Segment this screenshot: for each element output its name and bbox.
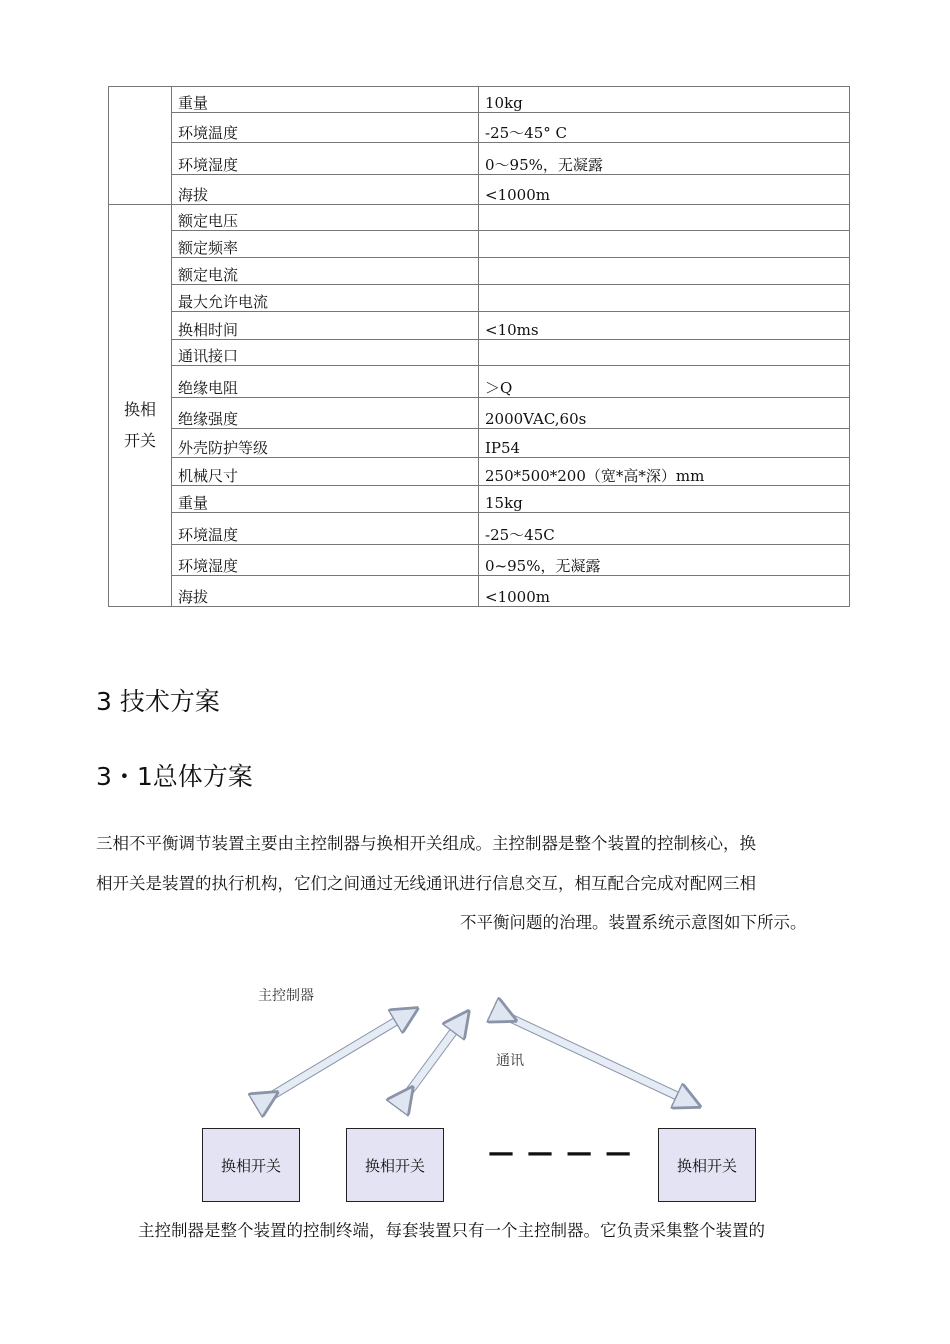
table-row: [109, 258, 850, 285]
section-3-1-heading: 3・1总体方案: [96, 762, 253, 791]
value-cell: [479, 205, 850, 231]
table-row: [109, 175, 850, 205]
table-row: [109, 87, 850, 113]
value-cell: [479, 340, 850, 366]
value-cell: [479, 285, 850, 312]
table-row: [109, 576, 850, 607]
controller-label: 主控制器: [258, 988, 314, 1004]
value-cell: 0~95%，无凝露: [479, 545, 850, 576]
param-cell: 额定电流: [172, 258, 479, 285]
value-cell: [479, 258, 850, 285]
ellipsis-dashes: — — — —: [488, 1138, 634, 1168]
overview-paragraph-line3: 不平衡问题的治理。装置系统示意图如下所示。: [460, 913, 807, 932]
phase-switch-box-3: 换相开关: [658, 1128, 756, 1202]
param-cell: 环境湿度: [172, 143, 479, 175]
final-paragraph: 主控制器是整个装置的控制终端，每套装置只有一个主控制器。它负责采集整个装置的: [138, 1221, 765, 1240]
table-row: [109, 366, 850, 398]
group-label-line1: 换相: [123, 399, 156, 419]
value-cell: <10ms: [479, 312, 850, 340]
value-cell: 10kg: [479, 87, 850, 113]
param-cell: 环境湿度: [172, 545, 479, 576]
value-cell: 0～95%，无凝露: [479, 143, 850, 175]
table-row: [109, 231, 850, 258]
communication-label: 通讯: [496, 1053, 524, 1069]
param-cell: 最大允许电流: [172, 285, 479, 312]
table-row: [109, 429, 850, 458]
table-row: [109, 458, 850, 486]
table-row: [109, 486, 850, 513]
value-cell: IP54: [479, 429, 850, 458]
param-cell: 外壳防护等级: [172, 429, 479, 458]
group-label-line2: 开关: [123, 430, 156, 450]
spec-table: [108, 86, 850, 607]
table-row: [109, 513, 850, 545]
value-cell: -25～45C: [479, 513, 850, 545]
value-cell: [479, 231, 850, 258]
value-cell: 250*500*200（宽*高*深）mm: [479, 458, 850, 486]
value-cell: -25～45° C: [479, 113, 850, 143]
table-row: [109, 312, 850, 340]
value-cell: 2000VAC,60s: [479, 398, 850, 429]
overview-paragraph-line2: 相开关是装置的执行机构，它们之间通过无线通讯进行信息交互，相互配合完成对配网三相: [96, 874, 756, 893]
param-cell: 换相时间: [172, 312, 479, 340]
table-row: [109, 398, 850, 429]
param-cell: 额定频率: [172, 231, 479, 258]
param-cell: 海拔: [172, 175, 479, 205]
table-row: [109, 113, 850, 143]
group-label: [115, 401, 165, 449]
group-cell-phase-switch: [109, 205, 172, 607]
param-cell: 重量: [172, 87, 479, 113]
param-cell: 绝缘强度: [172, 398, 479, 429]
diagram-arrows: [0, 970, 950, 1210]
value-cell: <1000m: [479, 576, 850, 607]
param-cell: 环境温度: [172, 113, 479, 143]
overview-paragraph-line1: 三相不平衡调节装置主要由主控制器与换相开关组成。主控制器是整个装置的控制核心，换: [96, 834, 756, 853]
table-row: [109, 205, 850, 231]
param-cell: 海拔: [172, 576, 479, 607]
table-row: [109, 340, 850, 366]
param-cell: 通讯接口: [172, 340, 479, 366]
phase-switch-box-2: 换相开关: [346, 1128, 444, 1202]
table-row: [109, 143, 850, 175]
param-cell: 重量: [172, 486, 479, 513]
phase-switch-box-1: 换相开关: [202, 1128, 300, 1202]
value-cell: ＞Q: [479, 366, 850, 398]
system-diagram: [0, 970, 950, 1210]
table-row: [109, 545, 850, 576]
param-cell: 额定电压: [172, 205, 479, 231]
param-cell: 机械尺寸: [172, 458, 479, 486]
table-row: [109, 285, 850, 312]
section-3-heading: 3 技术方案: [96, 687, 220, 716]
value-cell: 15kg: [479, 486, 850, 513]
group-cell-empty: [109, 87, 172, 205]
param-cell: 绝缘电阻: [172, 366, 479, 398]
param-cell: 环境温度: [172, 513, 479, 545]
value-cell: <1000m: [479, 175, 850, 205]
